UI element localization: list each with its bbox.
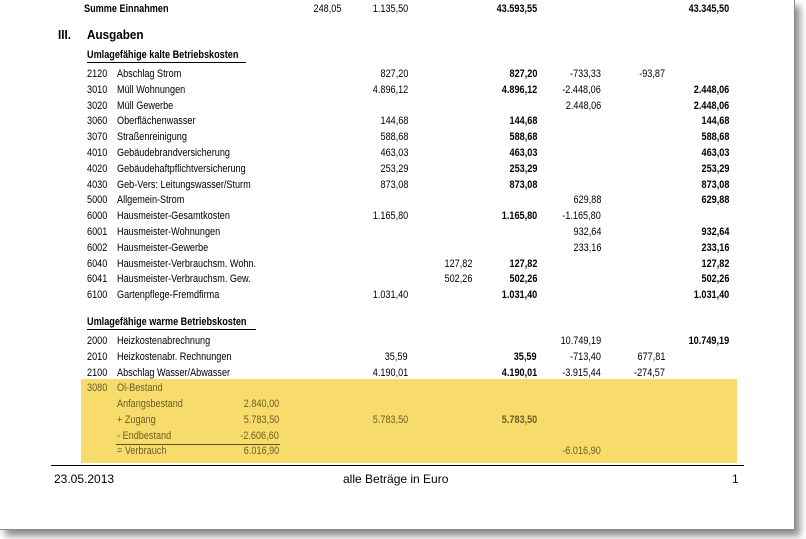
account-code: 6040 [87, 257, 108, 270]
amount-c6: 2.448,06 [693, 99, 729, 112]
amount-c4: -6.016,90 [562, 445, 601, 458]
amount-c6: 629,88 [701, 194, 729, 207]
footer-note: alle Beträge in Euro [343, 472, 449, 486]
account-code: 3020 [87, 99, 108, 112]
account-code: 6100 [87, 289, 108, 302]
amount-c1: 463,03 [380, 147, 408, 159]
oil-row-label: + Zugang [117, 413, 156, 426]
account-label: Hausmeister-Gewerbe [117, 241, 209, 254]
oil-highlight-block [81, 379, 737, 463]
account-label: Hausmeister-Wohnungen [117, 226, 221, 238]
account-code: 4020 [87, 162, 108, 175]
oil-subamount: 6.016,90 [243, 445, 279, 458]
carried-amount-c2: 1.135,50 [372, 3, 408, 15]
account-code: 6002 [87, 241, 108, 254]
amount-c1: 4.896,12 [372, 83, 408, 96]
account-code: 3080 [87, 382, 108, 394]
amount-c6: 233,16 [701, 241, 729, 254]
account-label: Abschlag Wasser/Abwasser [117, 366, 231, 379]
amount-c4: 233,16 [573, 241, 601, 254]
group-title-cold: Umlagefähige kalte Betriebskosten [87, 49, 239, 61]
amount-c4: 10.749,19 [560, 335, 601, 347]
account-label: Müll Wohnungen [117, 83, 186, 96]
oil-row-label: = Verbrauch [117, 445, 167, 458]
amount-c3: 4.190,01 [501, 366, 537, 379]
amount-c4: -1.165,80 [562, 210, 601, 223]
amount-c1: 588,68 [380, 131, 408, 144]
amount-c3: 588,68 [509, 131, 537, 144]
account-label: Abschlag Strom [117, 68, 182, 80]
account-code: 5000 [87, 194, 108, 207]
amount-c6: 2.448,06 [693, 83, 729, 96]
carried-total-label: Summe Einnahmen [84, 3, 169, 15]
oil-row-label: Anfangsbestand [117, 398, 183, 410]
amount-c1: 5.783,50 [372, 413, 408, 426]
carried-amount-c6: 43.345,50 [688, 3, 729, 15]
account-code: 6041 [87, 273, 108, 286]
amount-c4: -733,33 [570, 68, 601, 80]
account-code: 6001 [87, 226, 108, 238]
amount-c1: 1.165,80 [372, 210, 408, 223]
amount-c2: 127,82 [444, 257, 472, 270]
amount-c6: 253,29 [701, 162, 729, 175]
amount-c1: 827,20 [380, 68, 408, 80]
account-code: 3060 [87, 115, 108, 128]
amount-c4: -3.915,44 [562, 366, 601, 379]
oil-subamount: 5.783,50 [243, 413, 279, 426]
amount-c6: 127,82 [701, 257, 729, 270]
account-code: 3010 [87, 83, 108, 96]
section-title: Ausgaben [87, 27, 144, 42]
amount-c1: 35,59 [385, 350, 408, 363]
account-label: Hausmeister-Gesamtkosten [117, 210, 230, 223]
account-label: Hausmeister-Verbrauchsm. Gew. [117, 273, 251, 286]
amount-c6: 932,64 [701, 226, 729, 238]
amount-c3: 5.783,50 [501, 413, 537, 426]
subtotal-line [116, 444, 280, 445]
amount-c6: 502,26 [701, 273, 729, 286]
amount-c3: 463,03 [509, 147, 537, 159]
amount-c6: 144,68 [701, 115, 729, 128]
account-label: Gebäudebrandversicherung [117, 147, 230, 159]
account-label: Geb-Vers: Leitungswasser/Sturm [117, 178, 251, 191]
account-label: Gebäudehaftpflichtversicherung [117, 162, 246, 175]
amount-c3: 4.896,12 [501, 83, 537, 96]
amount-c3: 873,08 [509, 178, 537, 191]
amount-c5: -274,57 [634, 366, 665, 379]
amount-c3: 35,59 [514, 350, 537, 363]
amount-c1: 144,68 [380, 115, 408, 128]
account-label: Öl-Bestand [117, 382, 163, 394]
account-label: Oberflächenwasser [117, 115, 196, 128]
account-label: Heizkostenabr. Rechnungen [117, 350, 232, 363]
amount-c4: -2.448,06 [562, 83, 601, 96]
amount-c6: 1.031,40 [693, 289, 729, 302]
amount-c4: 629,88 [573, 194, 601, 207]
amount-c3: 253,29 [509, 162, 537, 175]
amount-c5: -93,87 [639, 68, 665, 80]
amount-c2: 502,26 [444, 273, 472, 286]
account-code: 2120 [87, 68, 108, 80]
amount-c1: 4.190,01 [372, 366, 408, 379]
account-code: 2100 [87, 366, 108, 379]
account-code: 3070 [87, 131, 108, 144]
amount-c3: 1.031,40 [501, 289, 537, 302]
amount-c6: 873,08 [701, 178, 729, 191]
account-label: Hausmeister-Verbrauchsm. Wohn. [117, 257, 257, 270]
amount-c3: 502,26 [509, 273, 537, 286]
amount-c6: 463,03 [701, 147, 729, 159]
account-label: Heizkostenabrechnung [117, 335, 211, 347]
amount-c4: 2.448,06 [565, 99, 601, 112]
amount-c4: -713,40 [570, 350, 601, 363]
account-code: 4010 [87, 147, 108, 159]
account-label: Straßenreinigung [117, 131, 187, 144]
account-code: 6000 [87, 210, 108, 223]
account-label: Gartenpflege-Fremdfirma [117, 289, 220, 302]
amount-c3: 827,20 [509, 68, 537, 80]
carried-amount-c3: 43.593,55 [496, 3, 537, 15]
carried-amount-c1: 248,05 [313, 3, 341, 15]
oil-subamount: 2.840,00 [243, 398, 279, 410]
amount-c3: 127,82 [509, 257, 537, 270]
group-title-underline [87, 329, 256, 330]
amount-c6: 10.749,19 [688, 335, 729, 347]
account-label: Müll Gewerbe [117, 99, 174, 112]
account-code: 2000 [87, 335, 108, 347]
amount-c6: 588,68 [701, 131, 729, 144]
amount-c4: 932,64 [573, 226, 601, 238]
amount-c1: 253,29 [380, 162, 408, 175]
amount-c3: 144,68 [509, 115, 537, 128]
oil-subamount: -2.606,60 [240, 429, 279, 442]
group-title-warm: Umlagefähige warme Betriebskosten [87, 316, 247, 328]
section-number: III. [58, 27, 72, 42]
amount-c1: 873,08 [380, 178, 408, 191]
account-label: Allgemein-Strom [117, 194, 185, 207]
amount-c1: 1.031,40 [372, 289, 408, 302]
amount-c5: 677,81 [637, 350, 665, 363]
footer-page-number: 1 [732, 472, 739, 486]
group-title-underline [87, 62, 246, 63]
account-code: 4030 [87, 178, 108, 191]
oil-row-label: - Endbestand [117, 429, 172, 442]
account-code: 2010 [87, 350, 108, 363]
footer-rule [51, 465, 744, 466]
amount-c3: 1.165,80 [501, 210, 537, 223]
footer-date: 23.05.2013 [54, 472, 115, 486]
